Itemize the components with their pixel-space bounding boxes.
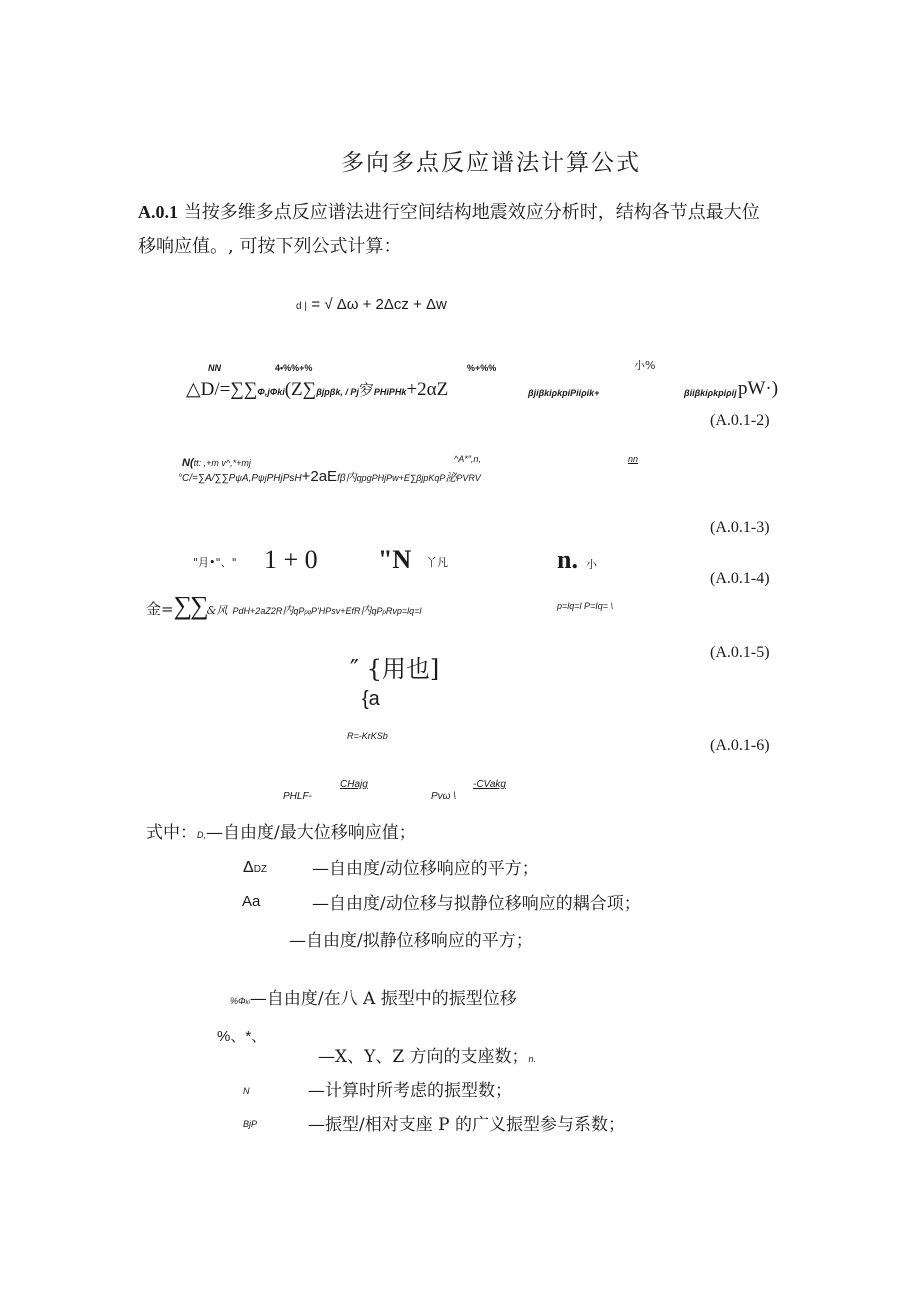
- eq4-part-f-sub: pq: [304, 610, 312, 616]
- equation-2: [186, 378, 448, 401]
- eq4-sup-b: 1 + 0: [264, 545, 318, 574]
- def1-text: —自由度/最大位移响应值；: [206, 823, 416, 843]
- eq1-right: = √ Δω + 2Δcz + Δw: [311, 296, 447, 313]
- eq3-sup-c: nn: [628, 454, 639, 464]
- eq2-sup-mid: 4•%%+%: [275, 363, 313, 373]
- eq3-part-f: 内: [345, 472, 357, 484]
- eq2-part-e: βjiβkiρkpiPiiρik+: [528, 388, 600, 398]
- eq3-part-i: PVRV: [456, 473, 481, 483]
- equation-4: [146, 591, 421, 621]
- def3-symbol: Aa: [242, 893, 261, 910]
- eq4-sup-c: "N: [378, 545, 412, 574]
- eq4-part-a: 金=: [146, 600, 174, 618]
- eq3-number: (A.0.1-3): [710, 519, 770, 536]
- eq4-part-b: ∑∑: [173, 591, 207, 620]
- def2-symbol: Δ: [243, 859, 254, 876]
- eq4-sup-d: 丫凡: [426, 556, 448, 569]
- eq3-part-e: fβ: [337, 473, 346, 484]
- eq2-part-c: 穸: [358, 381, 374, 399]
- eq3-part-a: °C/=∑A/∑∑P: [178, 473, 236, 484]
- eq3-part-c: PHjPsH: [266, 473, 302, 484]
- clause-label: A.0.1: [138, 202, 178, 222]
- eq4-number: (A.0.1-4): [710, 570, 770, 587]
- def1-symbol: D,: [197, 830, 206, 840]
- def6-text: —X、Y、Z 方向的支座数；: [318, 1047, 529, 1067]
- eq2-number: (A.0.1-2): [710, 412, 770, 429]
- eq2-sup-nn: NN: [208, 363, 221, 373]
- def5-symbol: %Φ: [230, 996, 246, 1006]
- def2-subscript: DZ: [253, 864, 268, 875]
- eq3-sup-a: N(: [182, 457, 194, 469]
- eq4-part-d: PdH+2aZ2R: [232, 606, 283, 616]
- def8-text: —振型/相对支座 P 的广义振型参与系数；: [308, 1115, 625, 1135]
- eq4-sup-a: "月•"、": [193, 556, 237, 569]
- definition-1: [146, 818, 416, 843]
- def5-subscript: ki: [245, 1000, 250, 1006]
- eq1-left: d |: [296, 301, 307, 312]
- eq4-part-k: p=lq=l P=Iq= \: [557, 601, 614, 611]
- eq4-part-h: 内: [360, 604, 372, 617]
- def4-text: —自由度/拟静位移响应的平方；: [289, 931, 533, 951]
- eq3-part-h: 泌: [445, 472, 457, 484]
- intro-line-1: [138, 197, 760, 228]
- eq5-main: ″ {用也]: [350, 655, 440, 683]
- eq2-part-b: (Z∑: [284, 379, 317, 400]
- eq2-part-g: pW·): [738, 378, 779, 399]
- def6-tail: n.: [528, 1054, 537, 1064]
- definition-6: [318, 1042, 536, 1067]
- def8-symbol: BjP: [243, 1119, 258, 1129]
- eq2-part-a-sub: Φ,jΦki: [257, 387, 285, 397]
- def7-text: —计算时所考虑的振型数；: [308, 1081, 512, 1101]
- def6-symbol: %、*、: [217, 1028, 267, 1045]
- eq4-part-i-sub: p: [382, 610, 386, 616]
- eq2-part-a: △D/=∑∑: [186, 379, 258, 400]
- eq7-a: PHLF-: [283, 791, 312, 802]
- eq3-part-g: qpgPHjPw+E∑βjpKqP: [356, 473, 446, 483]
- eq3-part-b: A,P: [241, 473, 259, 484]
- eq2-sup-right: %+%%: [467, 363, 497, 373]
- eq2-part-f: βiiβkiρkpiρij: [684, 388, 737, 398]
- eq3-part-a-sub: ψ: [235, 473, 242, 483]
- eq2-sup-small: 小%: [634, 359, 656, 372]
- eq3-sup-a-tail: j: [248, 458, 251, 468]
- eq4-part-g: P'HPsv+EfR: [311, 606, 361, 616]
- def2-symbol-wrap: [243, 857, 267, 877]
- eq5-number: (A.0.1-5): [710, 644, 770, 661]
- eq4-part-e: 内: [282, 604, 294, 617]
- eq6-main: R=-KrKSb: [347, 731, 388, 741]
- eq7-c: Pvω \: [431, 791, 457, 802]
- eq5-brace: {a: [362, 688, 380, 710]
- eq3-sup-a-small: tt: ,+m v^,*+m: [193, 458, 249, 468]
- eq4-part-f: qP: [293, 606, 305, 616]
- eq2-part-d: +2αZ: [406, 379, 449, 400]
- intro-text-1: 当按多维多点反应谱法进行空间结构地震效应分析时，结构各节点最大位: [183, 202, 760, 223]
- intro-line-2: 移响应值。, 可按下列公式计算：: [138, 236, 402, 257]
- definitions-lead: 式中：: [146, 823, 197, 843]
- def3-text: —自由度/动位移与拟静位移响应的耦合项；: [312, 894, 641, 914]
- eq2-part-b-sub: βjpβk, / Pj: [316, 387, 359, 397]
- eq4-sup-f: 小: [586, 558, 597, 571]
- eq4-part-j: Rvp=lq=l: [385, 606, 422, 616]
- eq7-b: CHajg: [340, 779, 368, 790]
- eq7-d: -CVakg: [473, 779, 506, 790]
- eq4-part-c: &风: [206, 604, 228, 617]
- eq6-number: (A.0.1-6): [710, 737, 770, 754]
- eq2-part-c-sub: PHiPHk: [373, 387, 407, 397]
- def2-text: —自由度/动位移响应的平方；: [312, 859, 539, 879]
- eq4-part-i: qP: [371, 606, 383, 616]
- page-title: 多向多点反应谱法计算公式: [341, 150, 641, 176]
- eq3-part-d: +2aE: [301, 468, 338, 485]
- eq3-part-b-sub: ψj: [258, 473, 267, 483]
- equation-3: [178, 468, 481, 486]
- equation-1: [296, 296, 447, 314]
- def5-text: —自由度/在八 A 振型中的振型位移: [249, 989, 517, 1009]
- eq3-sup-b: ^A*",n,: [454, 454, 481, 464]
- definition-5: [230, 984, 517, 1009]
- eq4-sup-e: n.: [557, 545, 578, 574]
- def7-symbol: N: [243, 1086, 250, 1096]
